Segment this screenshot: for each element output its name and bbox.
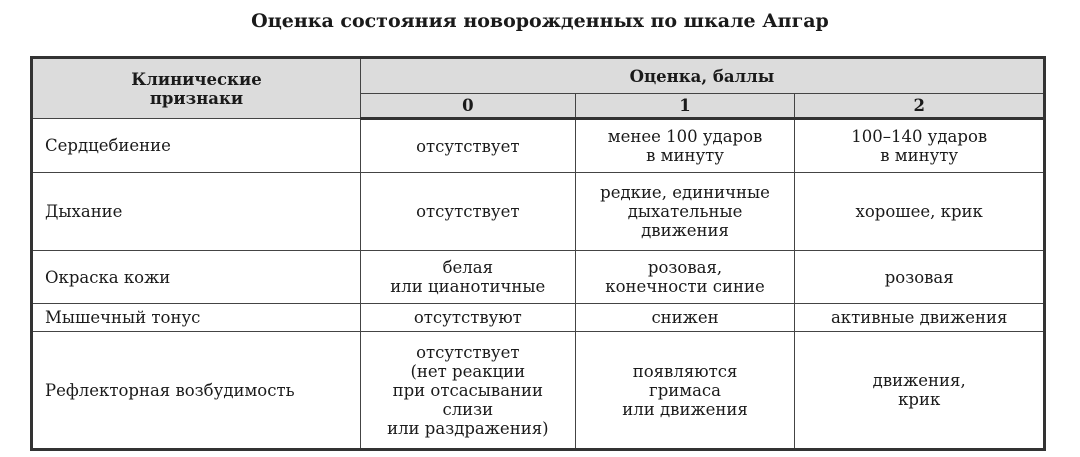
cell-score-0: белая или цианотичные [360,251,575,304]
row-sign: Окраска кожи [32,251,361,304]
cell-score-1: розовая, конечности синие [575,251,795,304]
page-title: Оценка состояния новорожденных по шкале Апгар [251,10,829,32]
row-sign: Сердцебиение [32,119,361,173]
table-row [32,332,1045,450]
cell-score-2: движения, крик [795,332,1045,450]
row-sign: Мышечный тонус [32,304,361,332]
header-signs: Клинические признаки [32,58,361,119]
cell-score-2: розовая [795,251,1045,304]
cell-score-1: снижен [575,304,795,332]
cell-score-0: отсутствует [360,173,575,251]
header-score: Оценка, баллы [360,58,1044,94]
cell-score-2: 100–140 ударов в минуту [795,119,1045,173]
cell-score-1: появляются гримаса или движения [575,332,795,450]
apgar-table [30,56,1046,451]
table-row [32,251,1045,304]
header-score-2: 2 [795,94,1045,119]
row-sign: Рефлекторная возбудимость [32,332,361,450]
header-score-1: 1 [575,94,795,119]
header-score-0: 0 [360,94,575,119]
header-row [32,58,1045,94]
cell-score-1: менее 100 ударов в минуту [575,119,795,173]
table-row [32,173,1045,251]
cell-score-2: активные движения [795,304,1045,332]
cell-score-1: редкие, единичные дыхательные движения [575,173,795,251]
table-row [32,304,1045,332]
cell-score-0: отсутствуют [360,304,575,332]
cell-score-2: хорошее, крик [795,173,1045,251]
cell-score-0: отсутствует (нет реакции при отсасывании слизи или раздражения) [360,332,575,450]
cell-score-0: отсутствует [360,119,575,173]
row-sign: Дыхание [32,173,361,251]
table-row [32,119,1045,173]
